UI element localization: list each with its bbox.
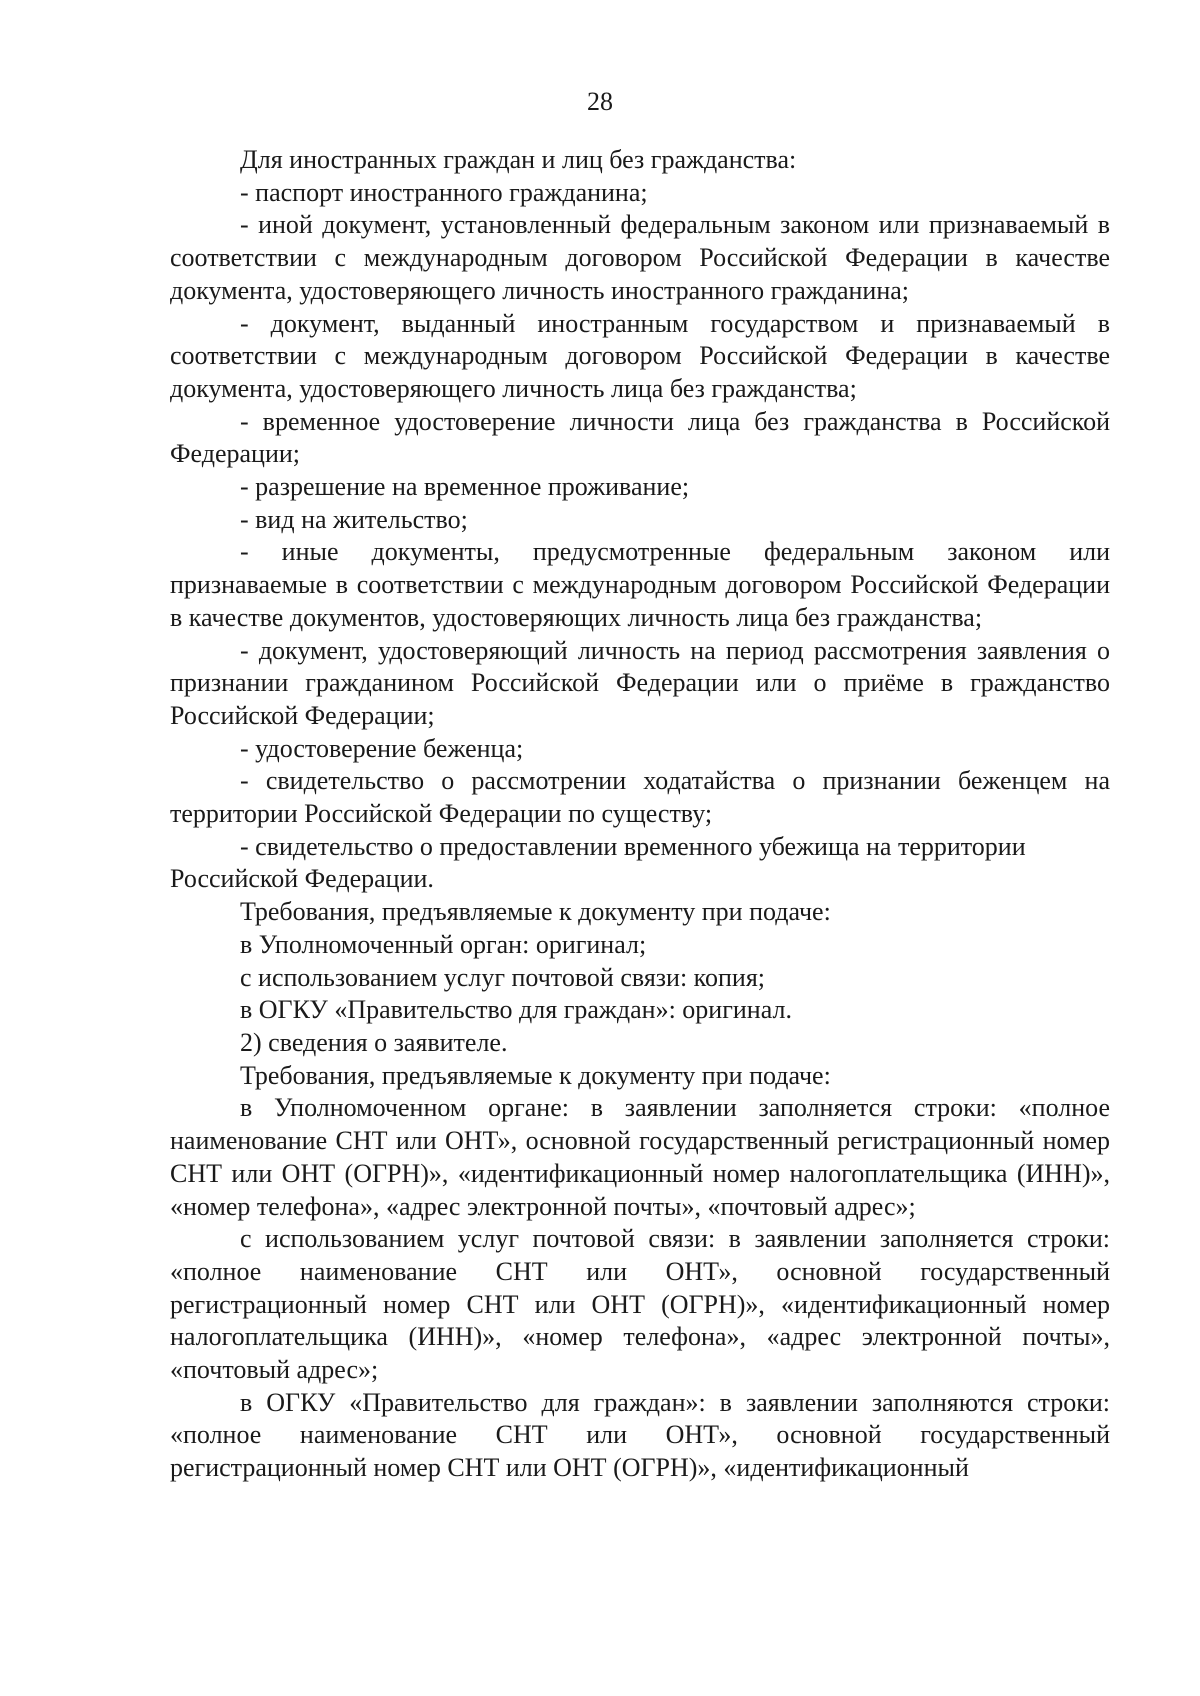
list-item: - временное удостоверение личности лица без гражданства в Российской Федерации; <box>170 406 1110 469</box>
requirement-line: с использованием услуг почтовой связи: копия; <box>240 962 766 992</box>
requirements-heading: Требования, предъявляемые к документу при подаче: <box>240 1060 831 1090</box>
list-item: - документ, удостоверяющий личность на период рассмотрения заявления о признании гражданином Российской Федерации или о приёме в гражданство Российской Федерации; <box>170 635 1110 730</box>
document-body <box>170 144 1110 1485</box>
list-item: - вид на жительство; <box>240 504 468 534</box>
list-item: - разрешение на временное проживание; <box>240 472 690 502</box>
numbered-item: 2) сведения о заявителе. <box>240 1027 508 1057</box>
list-item: - иные документы, предусмотренные федеральным законом или признаваемые в соответствии с международным договором Российской Федерации в качестве документов, удостоверяющих личность лица без гражданства; <box>170 537 1110 632</box>
requirement-paragraph: в Уполномоченном органе: в заявлении заполняется строки: «полное наименование СНТ или ОНТ», основной государственный регистрационный номер СНТ или ОНТ (ОГРН)», «идентификационный номер налогоплательщика (ИНН)», «номер телефона», «адрес электронной почты», «почтовый адрес»; <box>170 1093 1110 1221</box>
list-item: - иной документ, установленный федеральным законом или признаваемый в соответствии с международным договором Российской Федерации в качестве документа, удостоверяющего личность иностранного гражданина; <box>170 210 1110 305</box>
page-number: 28 <box>587 87 613 116</box>
section-intro: Для иностранных граждан и лиц без гражданства: <box>240 145 797 174</box>
list-item: - паспорт иностранного гражданина; <box>240 177 648 207</box>
requirement-paragraph: в ОГКУ «Правительство для граждан»: в заявлении заполняются строки: «полное наименование СНТ или ОНТ», основной государственный регистрационный номер СНТ или ОНТ (ОГРН)», «идентификационный <box>170 1387 1110 1483</box>
requirements-heading: Требования, предъявляемые к документу при подаче: <box>240 897 831 927</box>
list-item: - удостоверение беженца; <box>240 733 524 763</box>
requirement-line: в ОГКУ «Правительство для граждан»: оригинал. <box>240 995 792 1025</box>
list-item: - документ, выданный иностранным государством и признаваемый в соответствии с международным договором Российской Федерации в качестве документа, удостоверяющего личность лица без гражданства; <box>170 308 1110 403</box>
list-item: - свидетельство о предоставлении временного убежища на территории Российской Федерации. <box>170 831 1026 894</box>
requirement-line: в Уполномоченный орган: оригинал; <box>240 929 647 959</box>
requirement-paragraph: с использованием услуг почтовой связи: в заявлении заполняется строки: «полное наименование СНТ или ОНТ», основной государственный регистрационный номер СНТ или ОНТ (ОГРН)», «идентификационный номер налогоплательщика (ИНН)», «номер телефона», «адрес электронной почты», «почтовый адрес»; <box>170 1224 1110 1385</box>
list-item: - свидетельство о рассмотрении ходатайства о признании беженцем на территории Российской Федерации по существу; <box>170 766 1110 829</box>
